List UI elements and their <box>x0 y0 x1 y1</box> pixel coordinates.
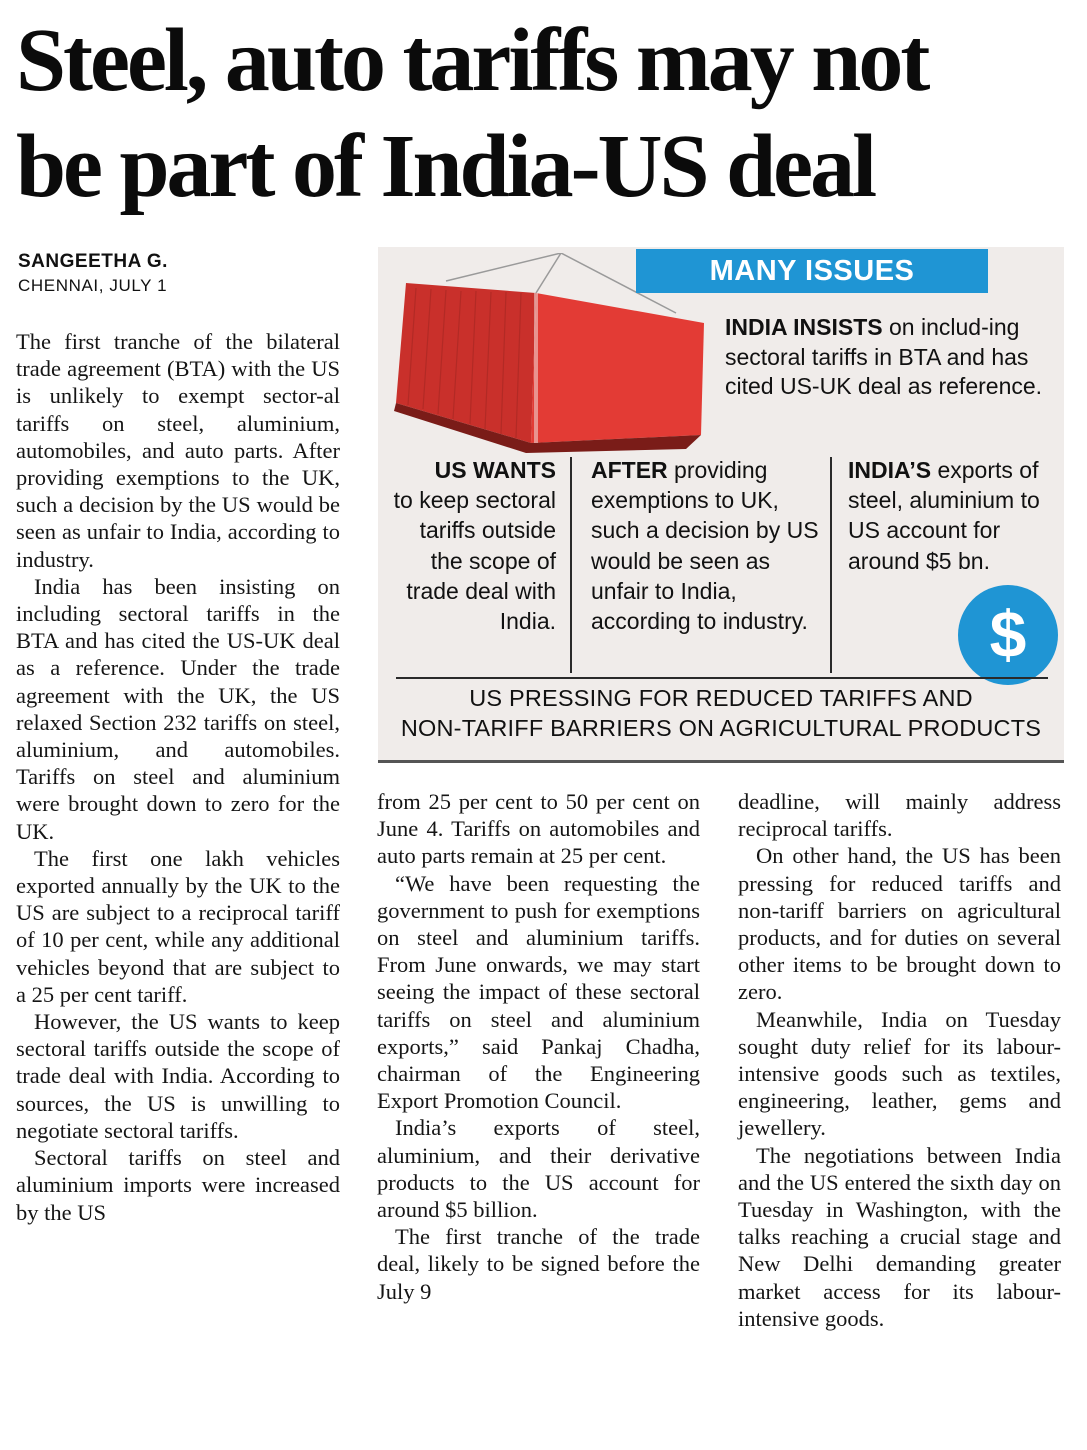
paragraph: The first one lakh vehicles exported annually by the UK to the US are subject to a reciprocal tariff of 10 per cent, while any additional vehicles beyond that are subject to a 25 per cent tariff. <box>16 845 340 1007</box>
after-lead: AFTER <box>591 457 668 483</box>
many-issues-tag: MANY ISSUES <box>636 249 988 293</box>
article-column-1 <box>16 328 340 1226</box>
paragraph: deadline, will mainly address reciprocal tariffs. <box>738 789 1061 842</box>
paragraph: On other hand, the US has been pressing for reduced tariffs and non-tariff barriers on agricultural products, and for duties on several other items to be brought down to zero. <box>738 843 1061 1005</box>
us-wants-body: to keep sectoral tariffs outside the scope of trade deal with India. <box>393 487 556 635</box>
india-exports-body: exports of steel, aluminium to US account for around $5 bn. <box>848 457 1040 574</box>
paragraph: The first tranche of the trade deal, likely to be signed before the July 9 <box>377 1224 700 1304</box>
headline-line-1: Steel, auto tariffs may not <box>16 11 928 110</box>
us-pressing-note <box>378 683 1064 743</box>
india-insists-lead: INDIA INSISTS <box>725 314 883 340</box>
paragraph: India has been insisting on including sectoral tariffs in the BTA and has cited the US-UK deal as a reference. Under the trade agreement with the UK, the US relaxed Section 232 tariffs on steel, aluminium, and automobiles. Tariffs on steel and aluminium were brought down to zero for the UK. <box>16 573 340 844</box>
infobox-divider <box>396 677 1048 679</box>
paragraph: from 25 per cent to 50 per cent on June 4. Tariffs on automobiles and auto parts remain at 25 per cent. <box>377 789 700 869</box>
column-divider <box>830 457 832 673</box>
us-pressing-line-2: NON-TARIFF BARRIERS ON AGRICULTURAL PRODUCTS <box>400 715 1042 741</box>
byline-author: SANGEETHA G. <box>18 251 168 272</box>
paragraph: The negotiations between India and the US entered the sixth day on Tuesday in Washington, with the talks reaching a crucial stage and New Delhi demanding greater market access for its labour-intensive goods. <box>738 1142 1061 1331</box>
us-wants-lead: US WANTS <box>434 457 556 483</box>
after-providing-text <box>591 455 823 636</box>
article-column-3 <box>738 788 1061 1332</box>
byline <box>18 250 168 298</box>
dollar-icon <box>956 583 1060 687</box>
dollar-symbol: $ <box>989 597 1027 671</box>
us-wants-text <box>384 455 556 636</box>
many-issues-infobox <box>378 247 1064 763</box>
india-insists-text <box>725 313 1057 402</box>
paragraph: However, the US wants to keep sectoral tariffs outside the scope of trade deal with India. According to sources, the US is unwilling to negotiate sectoral tariffs. <box>16 1009 340 1143</box>
paragraph: The first tranche of the bilateral trade agreement (BTA) with the US is unlikely to exempt sector-al tariffs on steel, aluminium, automobiles, and auto parts. After providing exemptions to the UK, such a decision by the US would be seen as unfair to India, according to industry. <box>16 329 340 572</box>
paragraph: India’s exports of steel, aluminium, and their derivative products to the US account for around $5 billion. <box>377 1115 700 1223</box>
byline-dateline: CHENNAI, JULY 1 <box>18 276 168 295</box>
paragraph: Sectoral tariffs on steel and aluminium imports were increased by the US <box>16 1145 340 1225</box>
headline-line-2: be part of India-US deal <box>16 117 875 216</box>
india-exports-lead: INDIA’S <box>848 457 932 483</box>
article-column-2 <box>377 788 700 1305</box>
column-divider <box>570 457 572 673</box>
india-insists-body: on includ-ing sectoral tariffs in BTA and has cited US-UK deal as reference. <box>725 314 1043 399</box>
paragraph: Meanwhile, India on Tuesday sought duty relief for its labour-intensive goods such as textiles, engineering, leather, gems and jewellery. <box>738 1006 1061 1141</box>
headline <box>16 8 1076 220</box>
us-pressing-line-1: US PRESSING FOR REDUCED TARIFFS AND <box>469 685 973 711</box>
paragraph: “We have been requesting the government to push for exemptions on steel and aluminium tariffs. From June onwards, we may start seeing the impact of these sectoral tariffs on steel and aluminium exports,” said Pankaj Chadha, chairman of the Engineering Export Promotion Council. <box>377 870 700 1114</box>
india-exports-text <box>848 455 1048 576</box>
after-body: providing exemptions to UK, such a decision by US would be seen as unfair to India, according to industry. <box>591 457 819 635</box>
